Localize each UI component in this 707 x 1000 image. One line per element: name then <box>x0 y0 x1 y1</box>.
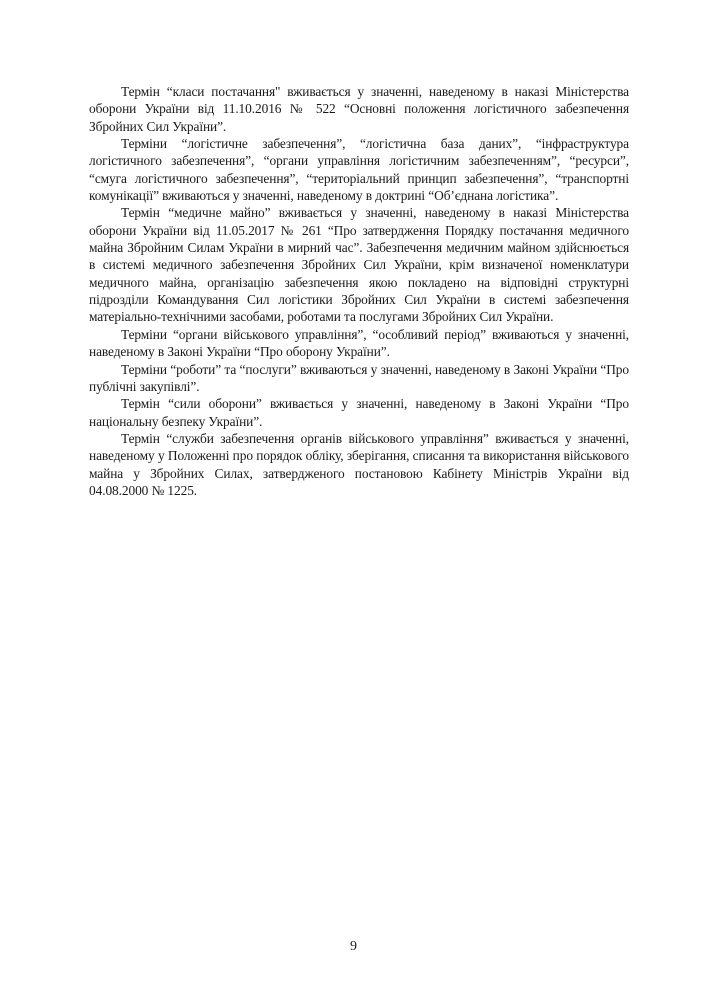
paragraph-defense-forces: Термін “сили оборони” вживається у значенні, наведеному в Законі України “Про національну безпеку України”. <box>89 396 629 429</box>
paragraph-military-command-bodies: Терміни “органи військового управління”, “особливий період” вживаються у значенні, наведеному в Законі України “Про оборону України”. <box>89 326 629 360</box>
page-number: 9 <box>350 939 357 954</box>
document-body <box>89 83 629 499</box>
paragraph-medical-property: Термін “медичне майно” вживається у значенні, наведеному в наказі Міністерства оборони України від 11.05.2017 № 261 “Про затвердження Порядку постачання медичного майна Збройним Силам України в мирний час”. Забезпечення медичним майном здійснюється в системі медичного забезпечення Збройних Сил України, крім визначеної номенклатури медичного майна, організацію забезпечення якою покладено на відповідні структурні підрозділи Командування Сил логістики Збройних Сил України в системі забезпечення матеріально-технічними засобами, роботами та послугами Збройних Сил України. <box>89 205 629 325</box>
paragraph-supply-classes: Термін “класи постачання" вживається у значенні, наведеному в наказі Міністерства оборони України від 11.10.2016 № 522 “Основні положення логістичного забезпечення Збройних Сил України”. <box>89 84 629 134</box>
paragraph-logistics-terms: Терміни “логістичне забезпечення”, “логістична база даних”, “інфраструктура логістичного забезпечення”, “органи управління логістичним забезпеченням”, “ресурси”, “смуга логістичного забезпечення”, “територіальний принцип забезпечення”, “транспортні комунікації” вживаються у значенні, наведеному в доктрині “Об’єднана логістика”. <box>89 136 629 204</box>
paragraph-works-services: Терміни “роботи” та “послуги” вживаються у значенні, наведеному в Законі України “Про публічні закупівлі”. <box>89 361 629 394</box>
paragraph-support-services: Термін “служби забезпечення органів військового управління” вживається у значенні, наведеному у Положенні про порядок обліку, зберігання, списання та використання військового майна у Збройних Силах, затвердженого постановою Кабінету Міністрів України від 04.08.2000 № 1225. <box>89 430 629 498</box>
